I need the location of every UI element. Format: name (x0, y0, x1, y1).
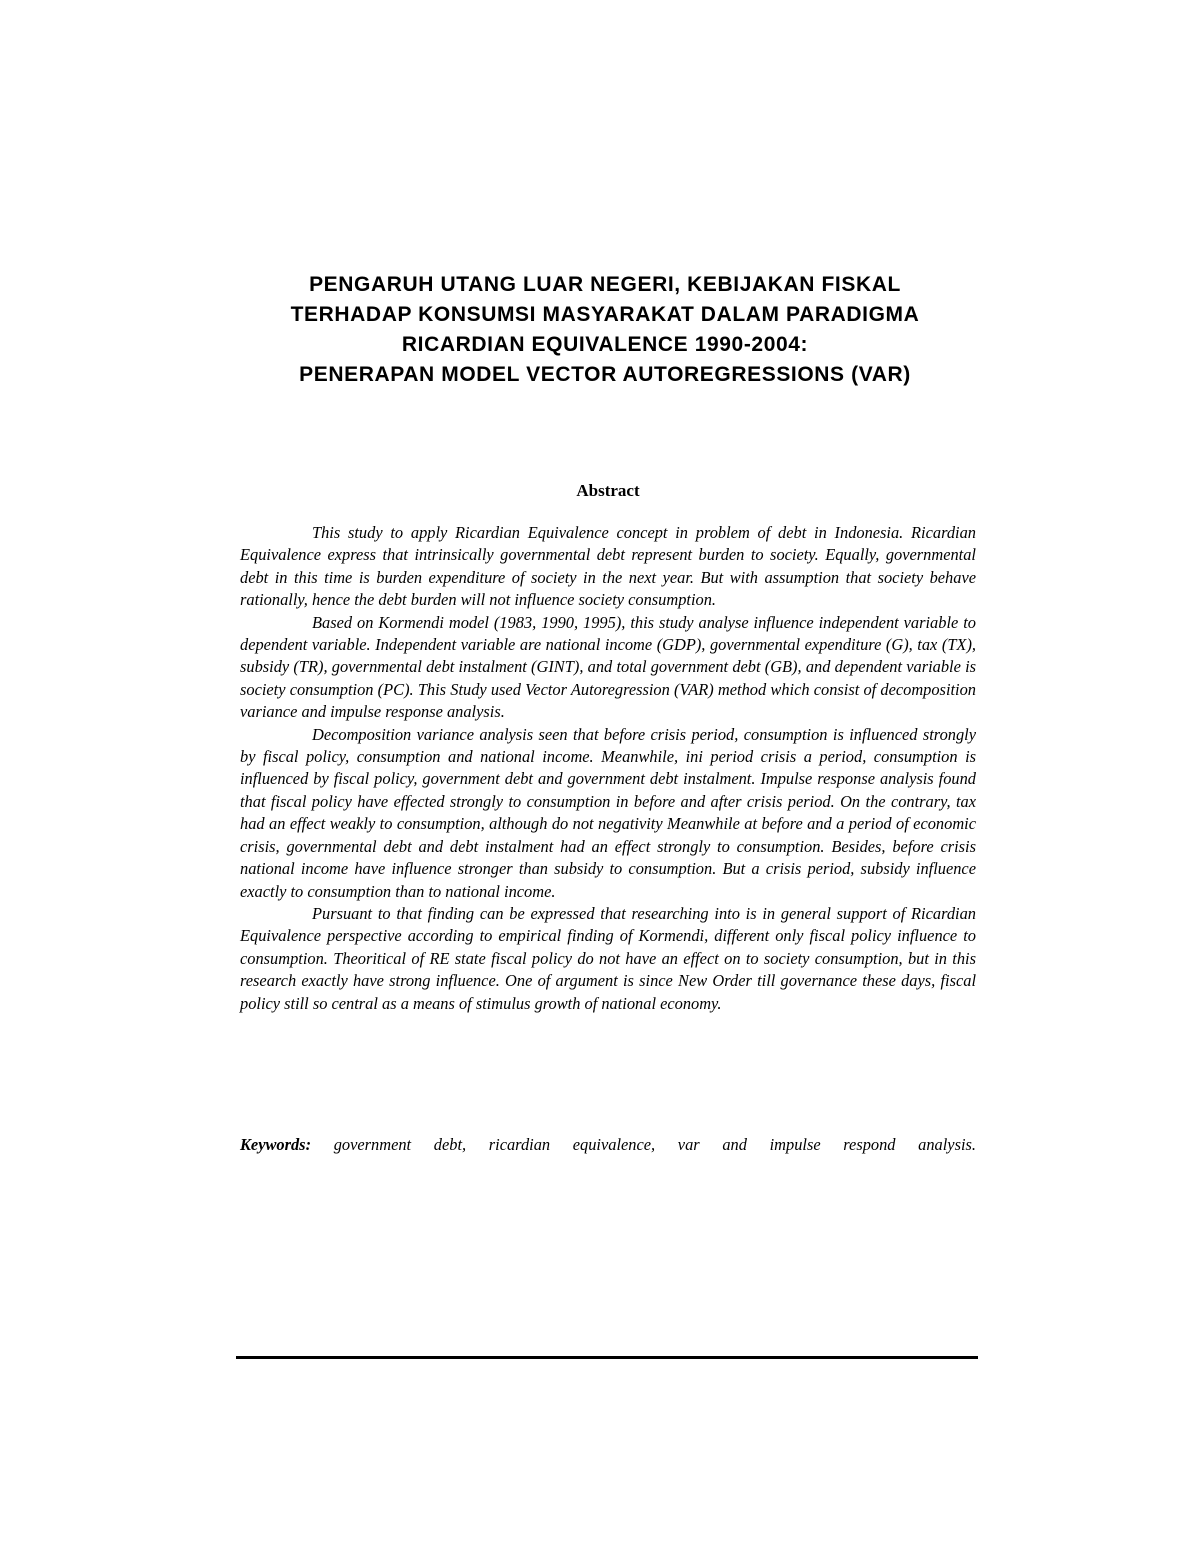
abstract-body (240, 522, 976, 1015)
title-line-1: PENGARUH UTANG LUAR NEGERI, KEBIJAKAN FISKAL (309, 273, 901, 296)
keywords (240, 1134, 976, 1156)
title-line-4: PENERAPAN MODEL VECTOR AUTOREGRESSIONS (VAR) (299, 363, 911, 386)
abstract-paragraph-1: This study to apply Ricardian Equivalence concept in problem of debt in Indonesia. Ricardian Equivalence express that intrinsically governmental debt represent burden to society. Equally, governmental debt in this time is burden expenditure of society in the next year. But with assumption that society behave rationally, hence the debt burden will not influence society consumption. (240, 523, 976, 610)
abstract-paragraph-4: Pursuant to that finding can be expressed that researching into is in general support of Ricardian Equivalence perspective according to empirical finding of Kormendi, different only fiscal policy influence to consumption. Theoritical of RE state fiscal policy do not have an effect on to society consumption, but in this research exactly have strong influence. One of argument is since New Order till governance these days, fiscal policy still so central as a means of stimulus growth of national economy. (240, 903, 976, 1013)
keywords-label: Keywords: (240, 1135, 312, 1154)
keywords-text: government debt, ricardian equivalence, var and impulse respond analysis. (333, 1135, 976, 1154)
title-line-3: RICARDIAN EQUIVALENCE 1990-2004: (401, 333, 809, 356)
paper-title (200, 270, 1010, 390)
abstract-paragraph-3: Decomposition variance analysis seen that before crisis period, consumption is influenced strongly by fiscal policy, consumption and national income. Meanwhile, ini period crisis a period, consumption is influenced by fiscal policy, government debt and government debt instalment. Impulse response analysis found that fiscal policy have effected strongly to consumption in before and after crisis period. On the contrary, tax had an effect weakly to consumption, although do not negativity Meanwhile at before and a period of economic crisis, governmental debt and debt instalment had an effect strongly to consumption. Besides, before crisis national income have influence stronger than subsidy to consumption. But a crisis period, subsidy influence exactly to consumption than to national income. (240, 724, 976, 901)
abstract-paragraph-2: Based on Kormendi model (1983, 1990, 1995), this study analyse influence independent variable to dependent variable. Independent variable are national income (GDP), governmental expenditure (G), tax (TX), subsidy (TR), governmental debt instalment (GINT), and total government debt (GB), and dependent variable is society consumption (PC). This Study used Vector Autoregression (VAR) method which consist of decomposition variance and impulse response analysis. (240, 612, 976, 722)
footnote-divider (236, 1356, 978, 1359)
title-line-2: TERHADAP KONSUMSI MASYARAKAT DALAM PARADIGMA (290, 303, 920, 326)
abstract-heading: Abstract (576, 481, 640, 500)
